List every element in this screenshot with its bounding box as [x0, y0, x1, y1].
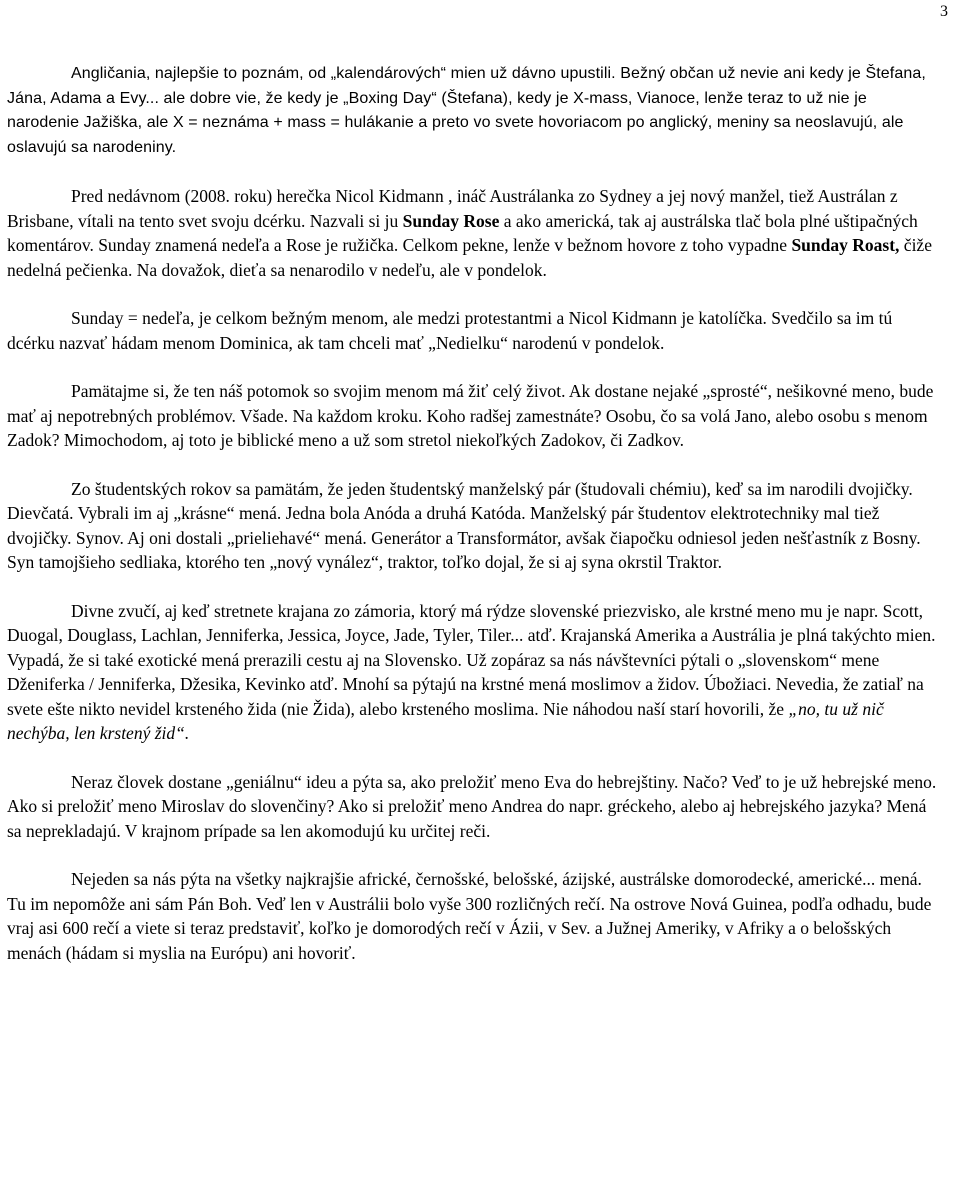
paragraph-5-text: Zo študentských rokov sa pamätám, že jeden študentský manželský pár (študovali chémiu), keď sa im narodili dvojičky. Dievčatá. Vybrali im aj „krásne“ mená. Jedna bola Anóda a druhá Katóda. Manželský pár študentov elektrotechniky mal tiež dvojičky. Synov. Aj oni dostali „prieliehavé“ mená. Generátor a Transformátor, avšak čiapočku odniesol jeden nešťastník z Bosny. Syn tamojšieho sedliaka, ktorého ten „nový vynález“, traktor, toľko dojal, že si aj syna okrstil Traktor.: [7, 478, 921, 572]
paragraph-8-text: Nejeden sa nás pýta na všetky najkrajšie africké, černošské, belošské, ázijské, austrálske domorodecké, americké... mená. Tu im nepomôže ani sám Pán Boh. Veď len v Austrálii bolo vyše 300 rozličných rečí. Na ostrove Nová Guinea, podľa odhadu, bude vraj asi 600 rečí a viete si teraz predstaviť, koľko je domorodých rečí v Ázii, v Sev. a Južnej Ameriky, v Afriky a o belošských menách (hádam si myslia na Európu) ani hovoriť.: [7, 869, 932, 963]
paragraph-1: [7, 62, 943, 160]
paragraph-2: [7, 184, 943, 282]
paragraph-3: [7, 306, 943, 355]
paragraph-2-bold-sunday-roast: Sunday Roast,: [791, 235, 900, 255]
paragraph-6: [7, 599, 943, 746]
page-number: 3: [940, 3, 948, 20]
paragraph-3-text: Sunday = nedeľa, je celkom bežným menom, ale medzi protestantmi a Nicol Kidmann je katolíčka. Svedčilo sa im tú dcérku nazvať hádam menom Dominica, ak tam chceli mať „Nedielku“ narodenú v pondelok.: [7, 308, 893, 353]
paragraph-2-run-3: a ako americká, tak aj austrálska tlač bola plné uštipačných komentárov. Sunday znamená nedeľa a Rose je ružička. Celkom pekne, lenže v bežnom hovore z toho vypadne: [7, 210, 918, 255]
paragraph-4-text: Pamätajme si, že ten náš potomok so svojim menom má žiť celý život. Ak dostane nejaké „sprosté“, nešikovné meno, bude mať aj nepotrebných problémov. Všade. Na každom kroku. Koho radšej zamestnáte? Osobu, čo sa volá Jano, alebo osobu s menom Zadok? Mimochodom, aj toto je biblické meno a už som stretol niekoľkých Zadokov, či Zadkov.: [7, 381, 934, 450]
paragraph-6-run-1: Divne zvučí, aj keď stretnete krajana zo zámoria, ktorý má rýdze slovenské priezvisko, ale krstné meno mu je napr. Scott, Duogal, Douglass, Lachlan, Jenniferka, Jessica, Joyce, Jade, Tyler, Tiler... atď. Krajanská Amerika a Austrália je plná takýchto mien. Vypadá, že si také exotické mená prerazili cestu aj na Slovensko. Už zopáraz sa nás návštevníci pýtali o „slovenskom“ mene Dženiferka / Jenniferka, Džesika, Kevinko atď. Mnohí sa pýtajú na krstné mená moslimov a židov. Úbožiaci. Nevedia, že zatiaľ na svete ešte nikto nevidel krsteného žida (nie Žida), alebo krsteného moslima. Nie náhodou naší starí hovorili, že: [7, 600, 936, 719]
paragraph-7: [7, 770, 943, 844]
paragraph-2-run-5: čiže nedelná pečienka. Na dovažok, dieťa sa nenarodilo v nedeľu, ale v pondelok.: [7, 235, 932, 280]
paragraph-7-text: Neraz človek dostane „geniálnu“ ideu a pýta sa, ako preložiť meno Eva do hebrejštiny. Načo? Veď to je už hebrejské meno. Ako si preložiť meno Miroslav do slovenčiny? Ako si preložiť meno Andrea do napr. gréckeho, alebo aj hebrejského jazyka? Mená sa neprekladajú. V krajnom prípade sa len akomodujú ku určitej reči.: [7, 771, 937, 841]
paragraph-4: [7, 379, 943, 453]
paragraph-5: [7, 477, 943, 575]
paragraph-2-run-1: Pred nedávnom (2008. roku) herečka Nicol Kidmann , ináč Austrálanka zo Sydney a jej nový manžel, tiež Austrálan z Brisbane, vítali na tento svet svoju dcérku. Nazvali si ju: [7, 186, 898, 231]
paragraph-1-text: Angličania, najlepšie to poznám, od „kalendárových“ mien už dávno upustili. Bežný občan už nevie ani kedy je Štefana, Jána, Adama a Evy... ale dobre vie, že kedy je „Boxing Day“ (Štefana), kedy je X-mass, Vianoce, lenže teraz to už nie je narodenie Jažiška, ale X = neznáma + mass = hulákanie a preto vo svete hovoriacom po anglický, meniny sa neoslavujú, ale oslavujú sa narodeniny.: [7, 65, 926, 156]
paragraph-8: [7, 867, 943, 965]
document-body: [7, 62, 943, 987]
paragraph-2-bold-sunday-rose: Sunday Rose: [402, 210, 500, 231]
paragraph-6-italic-quote: „no, tu už nič nechýba, len krstený žid“.: [7, 698, 884, 743]
